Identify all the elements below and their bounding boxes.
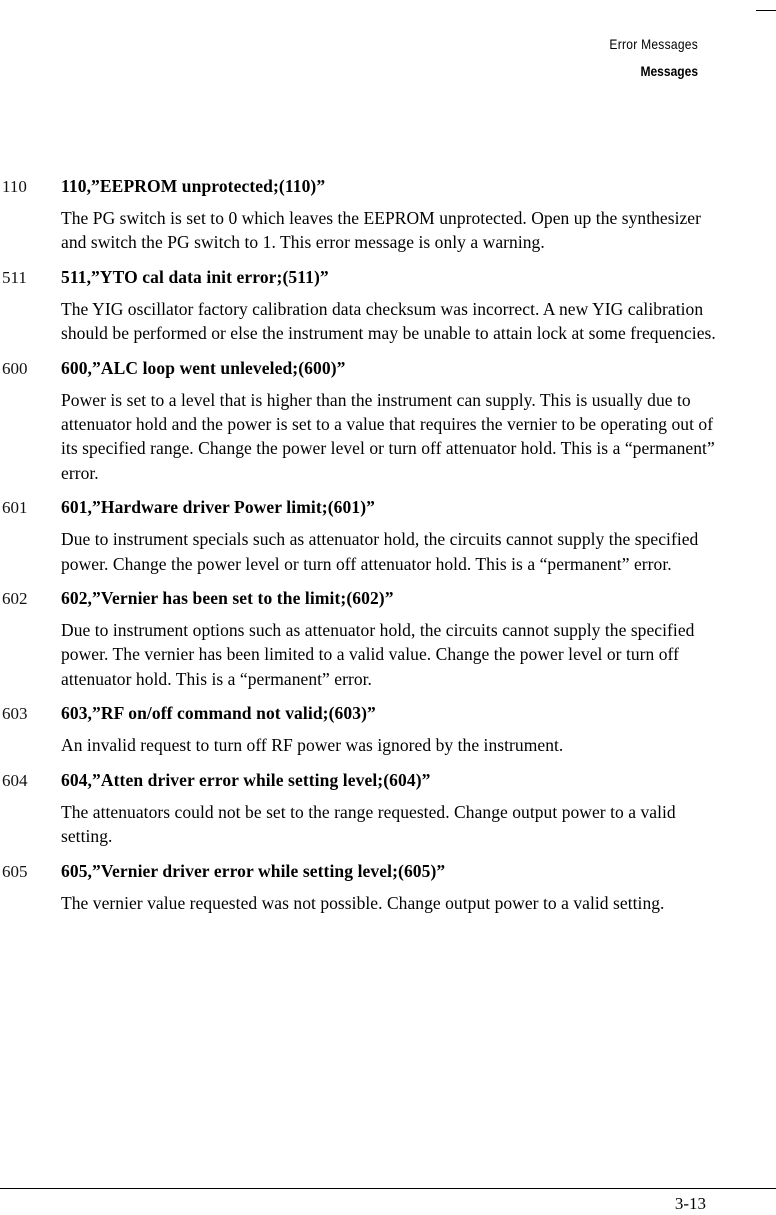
error-message: 600,”ALC loop went unleveled;(600)”	[61, 357, 346, 378]
entry-heading	[0, 701, 776, 725]
error-entry-605	[0, 859, 776, 915]
error-code: 602	[2, 589, 28, 609]
error-message: 604,”Atten driver error while setting level;(604)”	[61, 769, 431, 790]
error-message-list	[0, 174, 776, 925]
error-description: Due to instrument options such as attenuator hold, the circuits cannot supply the specified power. The vernier has been limited to a valid value. Change the power level or turn off attenuator hold. This is a “permanent” error.	[61, 620, 695, 689]
error-message: 110,”EEPROM unprotected;(110)”	[61, 176, 326, 196]
corner-mark	[756, 10, 776, 11]
error-code: 605	[2, 861, 28, 881]
error-code: 601	[2, 498, 28, 518]
footer-divider	[0, 1188, 776, 1189]
error-description: Power is set to a level that is higher than the instrument can supply. This is usually due to attenuator hold and the power is set to a value that requires the vernier to be operating out of its specified range. Change the power level or turn off attenuator hold. This is a “permanent” error.	[61, 389, 715, 483]
running-header	[595, 34, 698, 82]
error-description: The vernier value requested was not possible. Change output power to a valid setting.	[61, 892, 665, 913]
entry-heading	[0, 768, 776, 792]
section-title: Messages	[640, 63, 698, 79]
error-message: 601,”Hardware driver Power limit;(601)”	[61, 497, 375, 518]
error-message: 602,”Vernier has been set to the limit;(602)”	[61, 588, 394, 609]
error-message: 511,”YTO cal data init error;(511)”	[61, 266, 329, 287]
error-code: 511	[2, 267, 27, 287]
entry-heading	[0, 265, 776, 289]
entry-heading	[0, 859, 776, 883]
entry-heading	[0, 174, 776, 198]
error-code: 110	[2, 177, 27, 196]
error-code: 600	[2, 358, 28, 378]
error-description: An invalid request to turn off RF power was ignored by the instrument.	[61, 735, 564, 756]
error-entry-601	[0, 495, 776, 576]
error-entry-602	[0, 586, 776, 691]
error-description: Due to instrument specials such as attenuator hold, the circuits cannot supply the specified power. Change the power level or turn off attenuator hold. This is a “permanent” error.	[61, 529, 699, 574]
chapter-title: Error Messages	[609, 36, 698, 52]
error-entry-511	[0, 265, 776, 346]
error-description: The PG switch is set to 0 which leaves the EEPROM unprotected. Open up the synthesizer and switch the PG switch to 1. This error message is only a warning.	[61, 208, 702, 253]
error-message: 605,”Vernier driver error while setting level;(605)”	[61, 860, 446, 881]
error-description: The attenuators could not be set to the range requested. Change output power to a valid setting.	[61, 801, 676, 847]
error-code: 603	[2, 704, 28, 724]
error-entry-110	[0, 174, 776, 255]
page-number: 3-13	[674, 1194, 706, 1213]
error-entry-600	[0, 356, 776, 486]
entry-heading	[0, 586, 776, 610]
error-entry-604	[0, 768, 776, 849]
error-message: 603,”RF on/off command not valid;(603)”	[61, 703, 376, 724]
entry-heading	[0, 356, 776, 380]
entry-heading	[0, 495, 776, 519]
error-entry-603	[0, 701, 776, 757]
error-description: The YIG oscillator factory calibration data checksum was incorrect. A new YIG calibration should be performed or else the instrument may be unable to attain lock at some frequencies.	[61, 298, 716, 344]
error-code: 604	[2, 770, 28, 790]
